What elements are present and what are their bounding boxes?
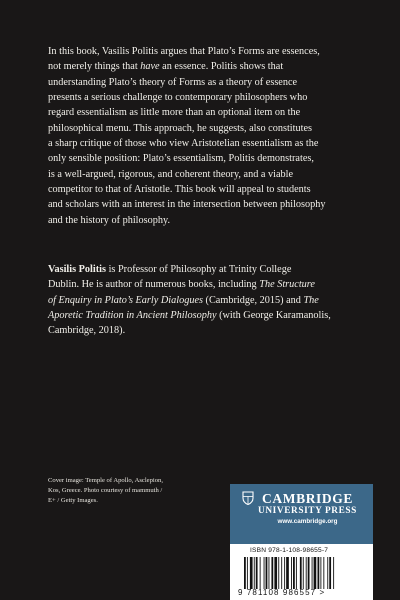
barcode-stripe — [318, 557, 320, 589]
author-name: Vasilis Politis — [48, 264, 107, 275]
barcode-digits — [238, 588, 368, 597]
blurb-line: only sensible position: Plato’s essentialism, Politis demonstrates, — [48, 153, 314, 165]
credit-line: Cover image: Temple of Apollo, Asclepion, — [48, 477, 163, 484]
publisher-logo-block — [230, 484, 373, 544]
author-bio — [48, 262, 366, 339]
barcode-stripe — [260, 557, 261, 589]
barcode-number: 9 781108 986557 — [238, 588, 317, 597]
barcode-stripe — [264, 557, 265, 589]
barcode-bars — [244, 557, 362, 589]
bio-line — [48, 293, 366, 308]
blurb-text: an essence. Politis shows that — [159, 61, 284, 73]
bio-text: is Professor of Philosophy at Trinity College — [106, 264, 292, 275]
bio-line — [48, 308, 366, 323]
barcode-stripe — [286, 557, 289, 589]
barcode-stripe — [247, 557, 248, 589]
barcode-stripe — [269, 557, 270, 589]
blurb-line: competitor to that of Aristotle. This book will appeal to students — [48, 184, 311, 196]
back-cover-blurb — [48, 44, 366, 228]
bio-text: Dublin. He is author of numerous books, including — [48, 279, 260, 291]
barcode-stripe — [244, 557, 246, 589]
book-title: The — [303, 294, 319, 306]
blurb-line: presents a serious challenge to contemporary philosophers who — [48, 92, 308, 104]
cambridge-shield-icon — [242, 491, 254, 505]
barcode-stripe — [284, 557, 285, 589]
blurb-line: is a well-argued, rigorous, and coherent theory, and a viable — [48, 168, 294, 180]
book-title: of Enquiry in Plato’s Early Dialogues — [48, 294, 203, 306]
barcode-stripe — [300, 557, 302, 589]
book-title: Aporetic Tradition in Ancient Philosophy — [48, 310, 217, 322]
barcode-stripe — [327, 557, 328, 589]
cover-image-credit — [48, 476, 218, 506]
bio-line — [48, 262, 366, 277]
barcode-stripe — [256, 557, 258, 589]
blurb-line: understanding Plato’s theory of Forms as a theory of essence — [48, 76, 298, 88]
blurb-line: regard essentialism as little more than an optional item on the — [48, 107, 301, 119]
barcode-stripe — [329, 557, 331, 589]
barcode-stripe — [291, 557, 292, 589]
barcode-stripe — [333, 557, 334, 589]
bio-line: Cambridge, 2018). — [48, 325, 126, 337]
barcode-stripe — [254, 557, 255, 589]
barcode-addon: > — [319, 588, 326, 597]
barcode-stripe — [250, 557, 253, 589]
publisher-press: UNIVERSITY PRESS — [258, 506, 357, 516]
barcode-stripe — [323, 557, 324, 589]
barcode-stripe — [320, 557, 321, 589]
blurb-line: a sharp critique of those who view Aristotelian essentialism as the — [48, 138, 319, 150]
barcode-stripe — [303, 557, 304, 589]
blurb-line: In this book, Vasilis Politis argues that Plato’s Forms are essences, — [48, 46, 320, 57]
barcode-stripe — [293, 557, 295, 589]
blurb-text: not merely things that — [48, 61, 141, 73]
barcode-stripe — [271, 557, 273, 589]
bio-text: (with George Karamanolis, — [216, 310, 331, 322]
barcode-stripe — [274, 557, 277, 589]
barcode-stripe — [306, 557, 307, 589]
book-title: The Structure — [259, 279, 315, 291]
barcode-stripe — [278, 557, 279, 589]
publisher-name: CAMBRIDGE — [262, 491, 353, 506]
bio-text: (Cambridge, 2015) and — [202, 294, 304, 306]
blurb-line: and scholars with an interest in the intersection between philosophy — [48, 199, 326, 211]
credit-line: E+ / Getty Images. — [48, 497, 98, 504]
isbn-label: ISBN 978-1-108-98655-7 — [250, 547, 329, 554]
publisher-url: www.cambridge.org — [277, 518, 338, 525]
blurb-line — [48, 59, 366, 74]
credit-line: Kos, Greece. Photo courtesy of mammuth / — [48, 487, 163, 494]
blurb-emphasis: have — [140, 61, 160, 73]
bio-line — [48, 277, 366, 292]
barcode-stripe — [266, 557, 268, 589]
barcode-stripe — [308, 557, 310, 589]
blurb-line: philosophical menu. This approach, he suggests, also constitutes — [48, 122, 312, 134]
barcode-stripe — [281, 557, 282, 589]
barcode-stripe — [312, 557, 313, 589]
barcode-stripe — [314, 557, 317, 589]
barcode-stripe — [296, 557, 297, 589]
blurb-line: and the history of philosophy. — [48, 214, 171, 226]
barcode-panel — [230, 544, 373, 600]
